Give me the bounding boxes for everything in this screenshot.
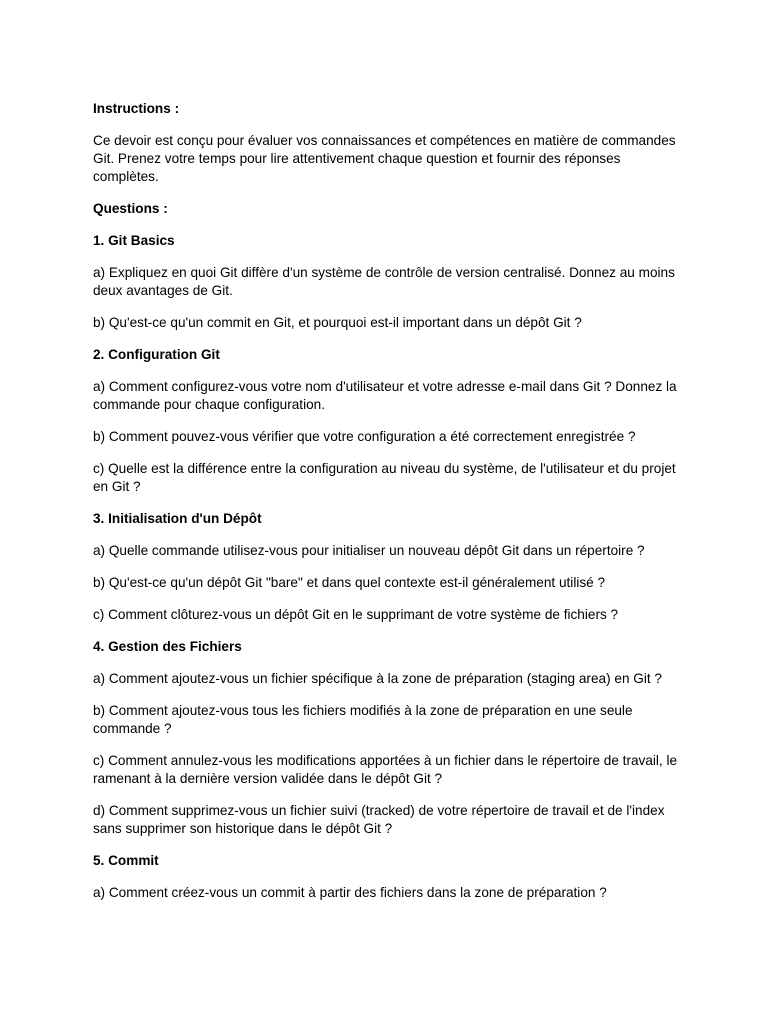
question-item: b) Qu'est-ce qu'un commit en Git, et pourquoi est-il important dans un dépôt Git ? bbox=[93, 315, 582, 330]
instructions-text: Ce devoir est conçu pour évaluer vos connaissances et compétences en matière de commandes Git. Prenez votre temps pour lire attentivement chaque question et fournir des réponses complètes. bbox=[93, 133, 676, 184]
question-item: c) Comment annulez-vous les modifications apportées à un fichier dans le répertoire de travail, le ramenant à la dernière version validée dans le dépôt Git ? bbox=[93, 753, 678, 786]
questions-heading: Questions : bbox=[93, 201, 168, 216]
section-title: 3. Initialisation d'un Dépôt bbox=[93, 511, 262, 526]
section-title: 1. Git Basics bbox=[93, 233, 175, 248]
question-item: b) Qu'est-ce qu'un dépôt Git "bare" et dans quel contexte est-il généralement utilisé ? bbox=[93, 575, 606, 590]
question-item: a) Comment configurez-vous votre nom d'utilisateur et votre adresse e-mail dans Git ? Donnez la commande pour chaque configuration. bbox=[93, 379, 677, 412]
instructions-heading: Instructions : bbox=[93, 101, 180, 116]
question-item: d) Comment supprimez-vous un fichier suivi (tracked) de votre répertoire de travail et de l'index sans supprimer son historique dans le dépôt Git ? bbox=[93, 803, 665, 836]
question-item: b) Comment pouvez-vous vérifier que votre configuration a été correctement enregistrée ? bbox=[93, 429, 636, 444]
question-item: a) Comment ajoutez-vous un fichier spécifique à la zone de préparation (staging area) en Git ? bbox=[93, 671, 662, 686]
question-item: b) Comment ajoutez-vous tous les fichiers modifiés à la zone de préparation en une seule commande ? bbox=[93, 703, 633, 736]
section-title: 4. Gestion des Fichiers bbox=[93, 639, 242, 654]
question-item: a) Quelle commande utilisez-vous pour initialiser un nouveau dépôt Git dans un répertoire ? bbox=[93, 543, 645, 558]
section-title: 2. Configuration Git bbox=[93, 347, 220, 362]
question-item: c) Quelle est la différence entre la configuration au niveau du système, de l'utilisateur et du projet en Git ? bbox=[93, 461, 676, 494]
question-item: a) Comment créez-vous un commit à partir des fichiers dans la zone de préparation ? bbox=[93, 885, 607, 900]
document-page bbox=[93, 100, 683, 916]
question-item: a) Expliquez en quoi Git diffère d'un système de contrôle de version centralisé. Donnez au moins deux avantages de Git. bbox=[93, 265, 675, 298]
question-item: c) Comment clôturez-vous un dépôt Git en le supprimant de votre système de fichiers ? bbox=[93, 607, 619, 622]
section-title: 5. Commit bbox=[93, 853, 159, 868]
